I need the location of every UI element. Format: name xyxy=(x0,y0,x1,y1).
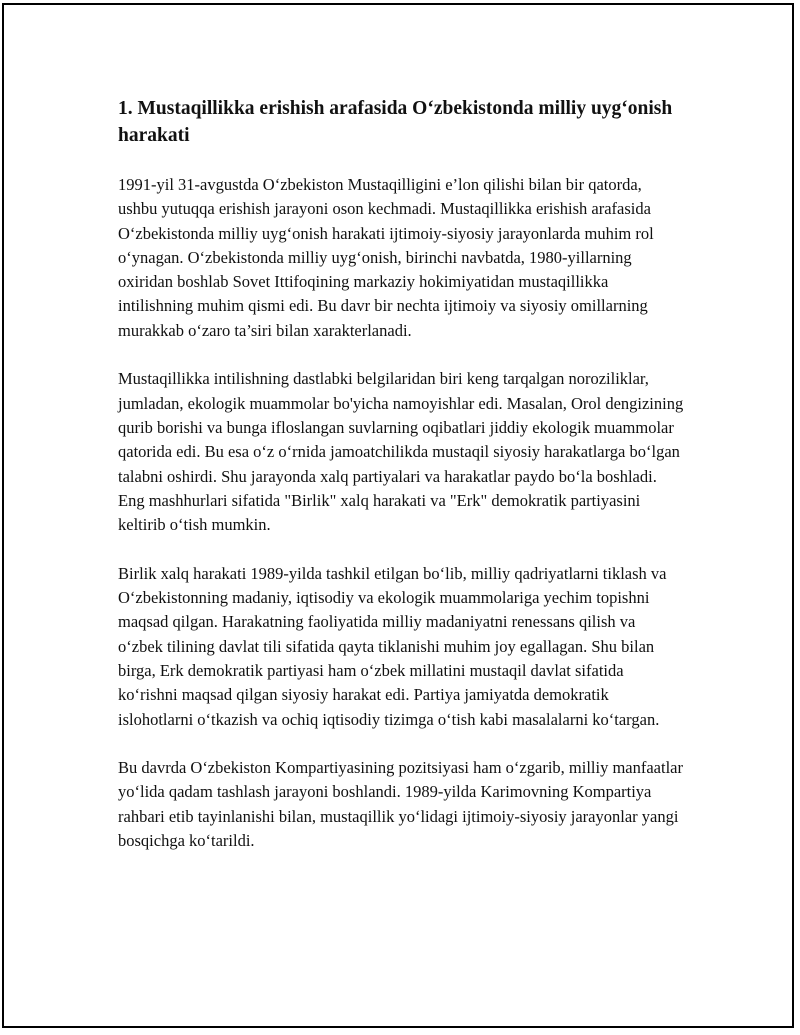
paragraph-4: Bu davrda O‘zbekiston Kompartiyasining pozitsiyasi ham o‘zgarib, milliy manfaatlar yo‘lida qadam tashlash jarayoni boshlandi. 1989-yilda Karimovning Kompartiya rahbari etib tayinlanishi bilan, mustaqillik yo‘lidagi ijtimoiy-siyosiy jarayonlar yangi bosqichga ko‘tarildi. xyxy=(118,758,683,851)
document-title: 1. Mustaqillikka erishish arafasida O‘zbekistonda milliy uyg‘onish harakati xyxy=(118,98,673,146)
document-body xyxy=(118,95,684,878)
paragraph-1: 1991-yil 31-avgustda O‘zbekiston Mustaqilligini e’lon qilishi bilan bir qatorda, ushbu yutuqqa erishish jarayoni oson kechmadi. Mustaqillikka erishish arafasida O‘zbekistonda milliy uyg‘onish harakati ijtimoiy-siyosiy jarayonlarda muhim rol o‘ynagan. O‘zbekistonda milliy uyg‘onish, birinchi navbatda, 1980-yillarning oxiridan boshlab Sovet Ittifoqining markaziy hokimiyatidan mustaqillikka intilishning muhim qismi edi. Bu davr bir nechta ijtimoiy va siyosiy omillarning murakkab o‘zaro ta’siri bilan xarakterlanadi. xyxy=(118,175,654,340)
paragraph-2: Mustaqillikka intilishning dastlabki belgilaridan biri keng tarqalgan noroziliklar, jumladan, ekologik muammolar bo'yicha namoyishlar edi. Masalan, Orol dengizining qurib borishi va bunga ifloslangan suvlarning oqibatlari jiddiy ekologik muammolar qatorida edi. Bu esa o‘z o‘rnida jamoatchilikda mustaqil siyosiy harakatlarga bo‘lgan talabni oshirdi. Shu jarayonda xalq partiyalari va harakatlar paydo bo‘la boshladi. Eng mashhurlari sifatida "Birlik" xalq harakati va "Erk" demokratik partiyasini keltirib o‘tish mumkin. xyxy=(118,369,684,535)
paragraph-3: Birlik xalq harakati 1989-yilda tashkil etilgan bo‘lib, milliy qadriyatlarni tiklash va O‘zbekistonning madaniy, iqtisodiy va ekologik muammolariga yechim topishni maqsad qilgan. Harakatning faoliyatida milliy madaniyatni renessans qilish va o‘zbek tilining davlat tili sifatida qayta tiklanishi muhim joy egallagan. Shu bilan birga, Erk demokratik partiyasi ham o‘zbek millatini mustaqil davlat sifatida ko‘rishni maqsad qilgan siyosiy harakat edi. Partiya jamiyatda demokratik islohotlarni o‘tkazish va ochiq iqtisodiy tizimga o‘tish kabi masalalarni ko‘targan. xyxy=(118,563,667,729)
